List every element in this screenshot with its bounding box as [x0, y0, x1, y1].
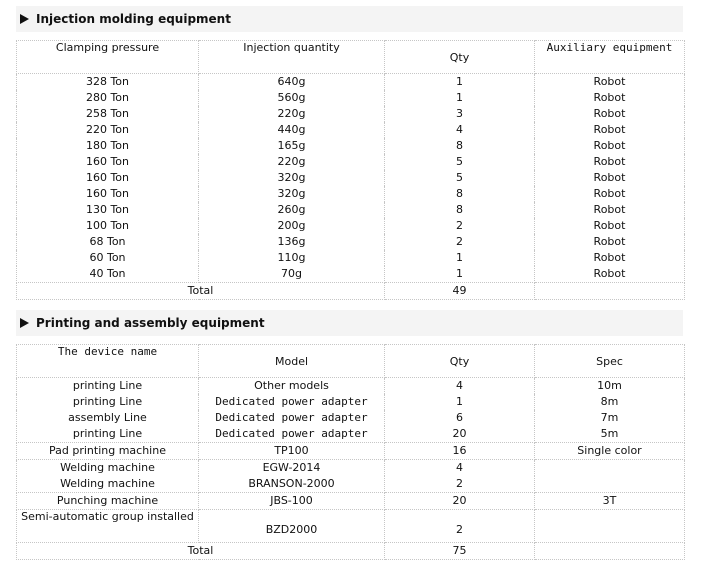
- cell: 1: [385, 250, 535, 266]
- cell: 3T: [535, 493, 685, 510]
- cell: 1: [385, 74, 535, 91]
- cell: Robot: [535, 218, 685, 234]
- cell: 160 Ton: [17, 186, 199, 202]
- cell: 3: [385, 106, 535, 122]
- cell: 8m: [535, 394, 685, 410]
- cell: Other models: [199, 378, 385, 395]
- table-row: [17, 90, 685, 106]
- cell: Punching machine: [17, 493, 199, 510]
- table-header-row: [17, 41, 685, 74]
- header-qty: Qty: [385, 41, 535, 74]
- cell: 10m: [535, 378, 685, 395]
- injection-section-title: Injection molding equipment: [36, 12, 231, 26]
- cell: TP100: [199, 443, 385, 460]
- cell: 220g: [199, 154, 385, 170]
- cell: JBS-100: [199, 493, 385, 510]
- cell: EGW-2014: [199, 460, 385, 477]
- cell: 440g: [199, 122, 385, 138]
- cell: Welding machine: [17, 476, 199, 493]
- cell: Robot: [535, 122, 685, 138]
- cell: BZD2000: [199, 510, 385, 543]
- cell: 1: [385, 90, 535, 106]
- cell: Robot: [535, 74, 685, 91]
- cell: 68 Ton: [17, 234, 199, 250]
- cell: 220 Ton: [17, 122, 199, 138]
- cell: 5m: [535, 426, 685, 443]
- cell: 8: [385, 186, 535, 202]
- header-qty: Qty: [385, 345, 535, 378]
- cell: 4: [385, 122, 535, 138]
- cell: 70g: [199, 266, 385, 283]
- cell: 280 Ton: [17, 90, 199, 106]
- cell: Robot: [535, 138, 685, 154]
- cell: 6: [385, 410, 535, 426]
- cell: Robot: [535, 106, 685, 122]
- cell: Robot: [535, 234, 685, 250]
- cell: 4: [385, 378, 535, 395]
- cell: Robot: [535, 90, 685, 106]
- table-row: [17, 410, 685, 426]
- table-row: [17, 476, 685, 493]
- cell: 8: [385, 138, 535, 154]
- cell: 20: [385, 493, 535, 510]
- table-row: [17, 378, 685, 395]
- cell: Robot: [535, 266, 685, 283]
- cell: 258 Ton: [17, 106, 199, 122]
- header-auxiliary-equipment: Auxiliary equipment: [535, 41, 685, 74]
- table-row: [17, 250, 685, 266]
- cell: [535, 543, 685, 560]
- cell: 1: [385, 266, 535, 283]
- cell: 7m: [535, 410, 685, 426]
- cell: assembly Line: [17, 410, 199, 426]
- cell: [535, 476, 685, 493]
- cell: 260g: [199, 202, 385, 218]
- cell: 180 Ton: [17, 138, 199, 154]
- cell: 100 Ton: [17, 218, 199, 234]
- cell: Dedicated power adapter: [199, 426, 385, 443]
- table-row: [17, 74, 685, 91]
- table-row: [17, 394, 685, 410]
- table-total-row: [17, 283, 685, 300]
- header-model: Model: [199, 345, 385, 378]
- cell: 5: [385, 154, 535, 170]
- printing-equipment-table: [16, 344, 685, 560]
- cell: 4: [385, 460, 535, 477]
- table-row: [17, 138, 685, 154]
- header-clamping-pressure: Clamping pressure: [17, 41, 199, 74]
- cell: 220g: [199, 106, 385, 122]
- header-injection-quantity: Injection quantity: [199, 41, 385, 74]
- cell: printing Line: [17, 394, 199, 410]
- header-device-name: The device name: [17, 345, 199, 378]
- cell: 2: [385, 476, 535, 493]
- cell: [535, 460, 685, 477]
- triangle-bullet-icon: [20, 14, 29, 24]
- table-row: [17, 234, 685, 250]
- injection-equipment-table: [16, 40, 685, 300]
- cell: 2: [385, 510, 535, 543]
- cell: 320g: [199, 186, 385, 202]
- cell: 16: [385, 443, 535, 460]
- cell: Pad printing machine: [17, 443, 199, 460]
- cell: 320g: [199, 170, 385, 186]
- table-row: [17, 106, 685, 122]
- printing-section-header: [16, 310, 683, 336]
- cell: Robot: [535, 170, 685, 186]
- table-row: [17, 186, 685, 202]
- cell: Semi-automatic group installed: [17, 510, 199, 543]
- table-row: [17, 493, 685, 510]
- table-row: [17, 266, 685, 283]
- injection-section-header: [16, 6, 683, 32]
- cell: Single color: [535, 443, 685, 460]
- table-row: [17, 460, 685, 477]
- cell: 136g: [199, 234, 385, 250]
- cell: Robot: [535, 154, 685, 170]
- cell: [535, 510, 685, 543]
- total-label: Total: [17, 543, 385, 560]
- cell: 60 Ton: [17, 250, 199, 266]
- cell: 130 Ton: [17, 202, 199, 218]
- cell: [535, 283, 685, 300]
- total-qty: 49: [385, 283, 535, 300]
- table-header-row: [17, 345, 685, 378]
- table-row: [17, 443, 685, 460]
- cell: Welding machine: [17, 460, 199, 477]
- cell: 5: [385, 170, 535, 186]
- printing-section-title: Printing and assembly equipment: [36, 316, 265, 330]
- cell: 1: [385, 394, 535, 410]
- cell: 20: [385, 426, 535, 443]
- table-row: [17, 122, 685, 138]
- cell: 200g: [199, 218, 385, 234]
- cell: BRANSON-2000: [199, 476, 385, 493]
- table-row: [17, 510, 685, 543]
- triangle-bullet-icon: [20, 318, 29, 328]
- cell: 2: [385, 218, 535, 234]
- table-row: [17, 170, 685, 186]
- cell: 40 Ton: [17, 266, 199, 283]
- cell: Dedicated power adapter: [199, 394, 385, 410]
- header-spec: Spec: [535, 345, 685, 378]
- table-row: [17, 426, 685, 443]
- cell: Dedicated power adapter: [199, 410, 385, 426]
- cell: 640g: [199, 74, 385, 91]
- cell: printing Line: [17, 378, 199, 395]
- cell: Robot: [535, 186, 685, 202]
- cell: 2: [385, 234, 535, 250]
- cell: 160 Ton: [17, 170, 199, 186]
- table-total-row: [17, 543, 685, 560]
- cell: Robot: [535, 202, 685, 218]
- cell: 160 Ton: [17, 154, 199, 170]
- total-qty: 75: [385, 543, 535, 560]
- cell: 110g: [199, 250, 385, 266]
- cell: Robot: [535, 250, 685, 266]
- table-row: [17, 218, 685, 234]
- cell: 165g: [199, 138, 385, 154]
- table-row: [17, 154, 685, 170]
- table-row: [17, 202, 685, 218]
- cell: 8: [385, 202, 535, 218]
- cell: 328 Ton: [17, 74, 199, 91]
- cell: printing Line: [17, 426, 199, 443]
- total-label: Total: [17, 283, 385, 300]
- cell: 560g: [199, 90, 385, 106]
